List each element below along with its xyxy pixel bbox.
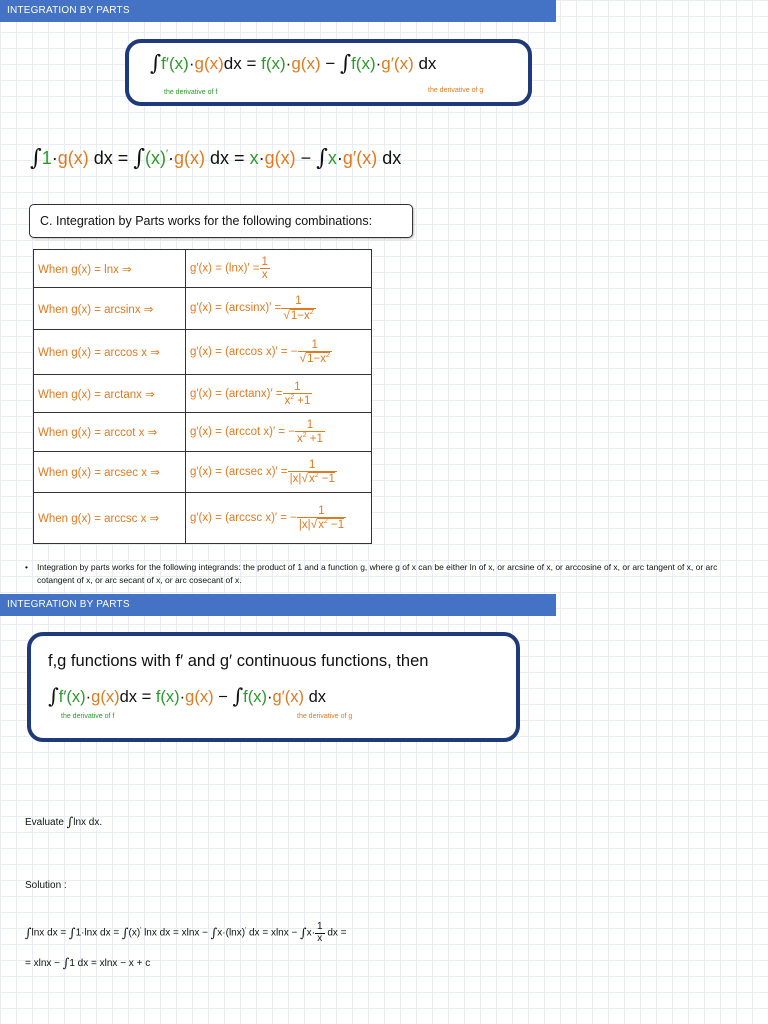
derivative-f-note: the derivative of f <box>61 713 115 720</box>
row-condition: When g(x) = arcsinx ⇒ <box>34 288 186 330</box>
combinations-title: C. Integration by Parts works for the following combinations: <box>29 204 413 238</box>
row-derivative: g′(x) = (arcsec x)′ = $\frac{1}{|x|√x^2 -1}$ <box>186 452 372 493</box>
row-derivative: g′(x) = (arccot x)′ = − $\frac{1}{x^2 +1}$ <box>186 413 372 452</box>
evaluate-label: Evaluate <box>25 817 64 828</box>
row-condition: When g(x) = arcsec x ⇒ <box>34 452 186 493</box>
table-row <box>34 250 372 288</box>
table-row <box>34 493 372 544</box>
table-row <box>34 288 372 330</box>
solution-label: Solution : <box>25 880 67 891</box>
solution-step-1: ∫lnx dx = ∫1·lnx dx = ∫(x)′ lnx dx = xlnx − ∫x·(lnx)′ dx = xlnx − ∫x· $\frac{1}{x}$ dx = <box>25 921 347 944</box>
table-row <box>34 452 372 493</box>
row-condition: When g(x) = arccsc x ⇒ <box>34 493 186 544</box>
table-row <box>34 330 372 375</box>
bullet-dot: • <box>25 562 28 572</box>
bullet-text: Integration by parts works for the following integrands: the product of 1 and a function g, where g of x can be either ln of x, or arcsine of x, or arccosine of x, or arc tangent of x, or arc cotangent of x, or arc secant of x, or arc cosecant of x. <box>37 562 718 585</box>
row-derivative: g′(x) = (arccos x)′ = − $\frac{1}{√1-x^2}$ <box>186 330 372 375</box>
special-case-formula: ∫1·g(x) dx = ∫(x)′·g(x) dx = x·g(x) − ∫x·g′(x) dx <box>30 145 402 171</box>
derivative-g-note: the derivative of g <box>297 713 353 720</box>
section-banner: INTEGRATION BY PARTS <box>0 0 556 22</box>
evaluate-integrand: lnx dx. <box>73 817 103 828</box>
solution-step-2: = xlnx − ∫1 dx = xlnx − x + c <box>25 955 151 970</box>
row-condition: When g(x) = arctanx ⇒ <box>34 375 186 413</box>
derivative-f-note: the derivative of f <box>164 89 218 96</box>
table-row <box>34 413 372 452</box>
row-derivative: g′(x) = (arcsinx)′ = $\frac{1}{√1-x^2}$ <box>186 288 372 330</box>
theorem-heading: f,g functions with f′ and g′ continuous functions, then <box>48 652 429 670</box>
combinations-table <box>33 249 372 544</box>
row-derivative: g′(x) = (arccsc x)′ = − $\frac{1}{|x|√x^2 -1}$ <box>186 493 372 544</box>
row-condition: When g(x) = lnx ⇒ <box>34 250 186 288</box>
evaluate-prompt: Evaluate ∫lnx dx. <box>25 814 103 829</box>
parts-formula: ∫f′(x)·g(x)dx = f(x)·g(x) − ∫f(x)·g′(x) dx <box>150 51 437 76</box>
derivative-g-note: the derivative of g <box>428 87 484 94</box>
bullet-note <box>25 561 745 587</box>
row-condition: When g(x) = arccot x ⇒ <box>34 413 186 452</box>
row-derivative: g′(x) = (arctanx)′ = $\frac{1}{x^2 +1}$ <box>186 375 372 413</box>
section-banner: INTEGRATION BY PARTS <box>0 594 556 616</box>
parts-formula: ∫f′(x)·g(x)dx = f(x)·g(x) − ∫f(x)·g′(x) dx <box>48 684 326 708</box>
table-row <box>34 375 372 413</box>
row-derivative: g′(x) = (lnx)′ = $\frac{1}{x}$ <box>186 250 372 288</box>
row-condition: When g(x) = arccos x ⇒ <box>34 330 186 375</box>
